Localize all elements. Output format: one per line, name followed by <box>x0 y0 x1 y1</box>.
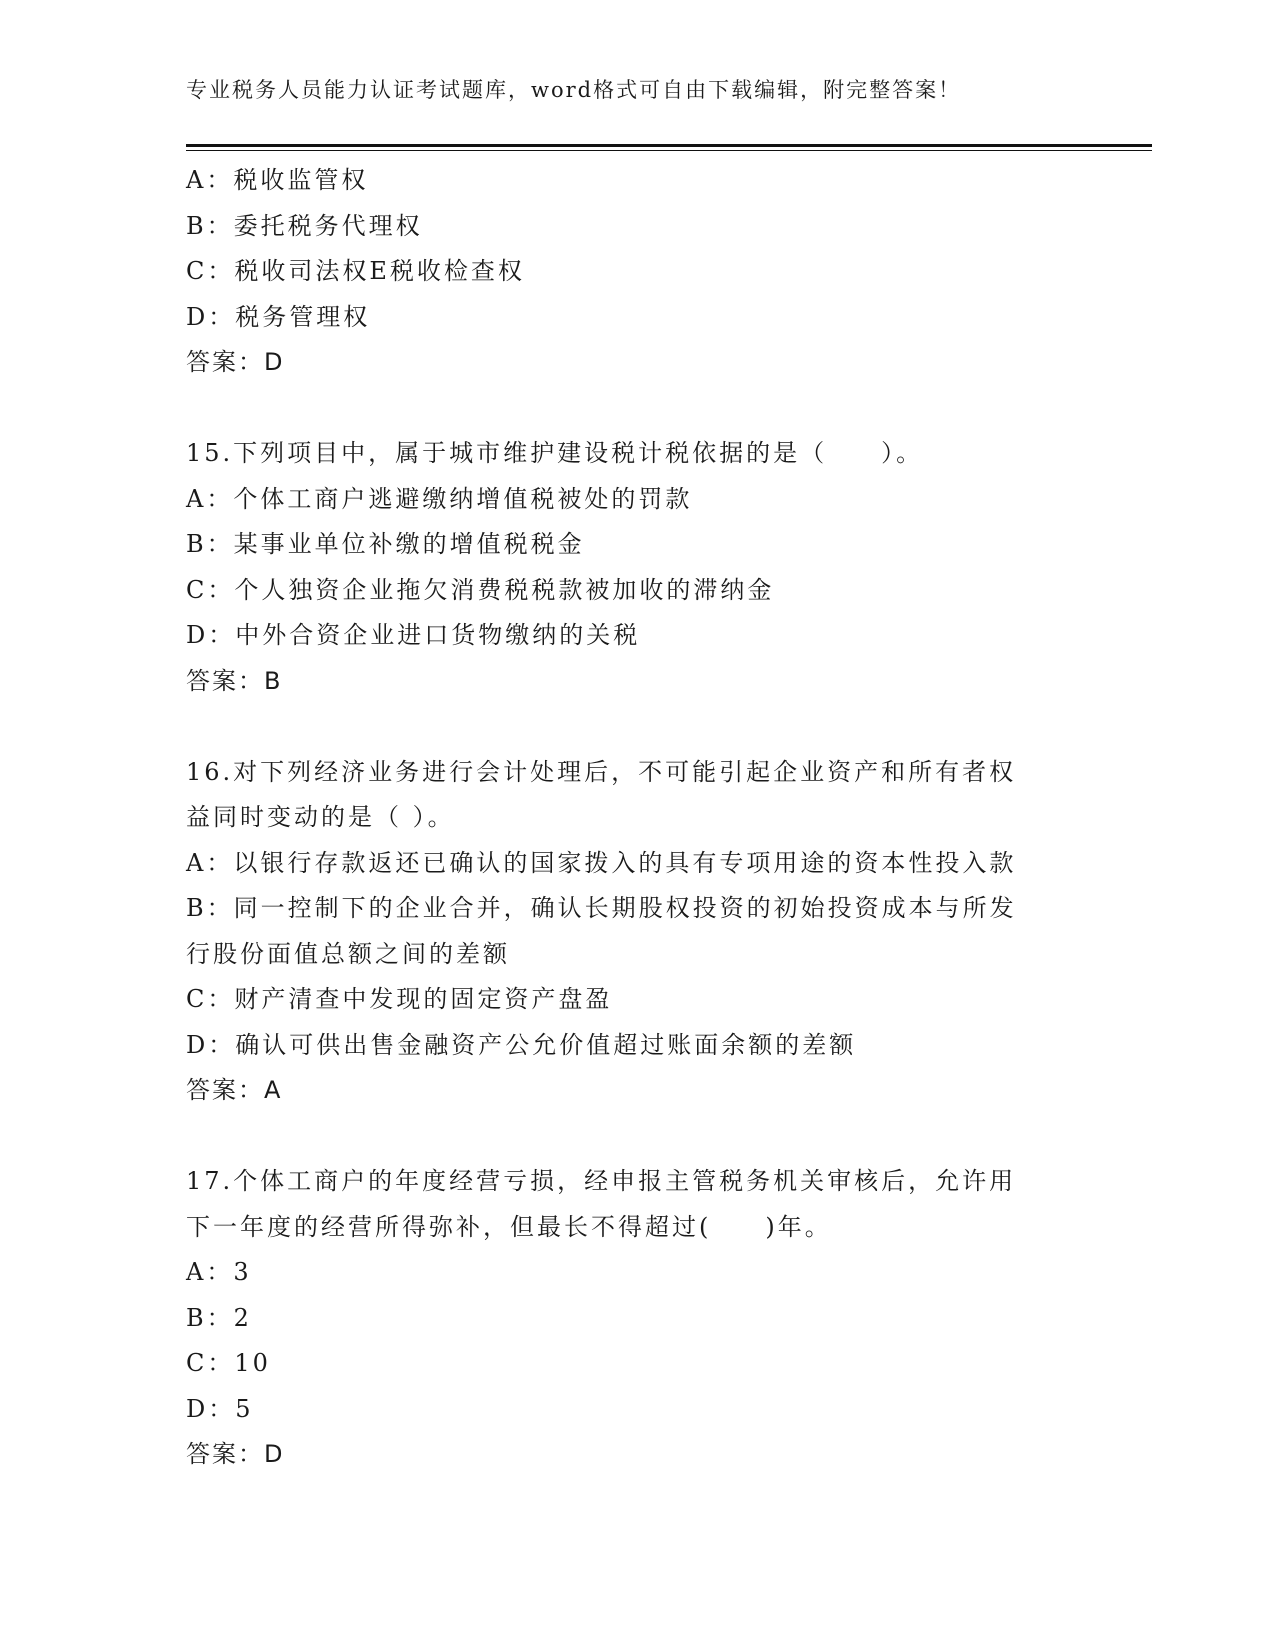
question-16 <box>186 750 1086 1114</box>
option-d: D：5 <box>186 1394 254 1423</box>
question-17 <box>186 1159 1086 1478</box>
question-text-continued: 下一年度的经营所得弥补，但最长不得超过( )年。 <box>186 1212 832 1241</box>
option-d: D：税务管理权 <box>186 302 371 331</box>
page-header: 专业税务人员能力认证考试题库，word格式可自由下载编辑，附完整答案！ <box>186 78 962 102</box>
question-text: 15.下列项目中，属于城市维护建设税计税依据的是（ ）。 <box>186 439 924 467</box>
option-a: A：个体工商户逃避缴纳增值税被处的罚款 <box>186 484 693 513</box>
answer: 答案：A <box>186 1076 283 1104</box>
question-14 <box>186 158 1086 386</box>
answer: 答案：D <box>186 348 285 376</box>
option-d: D：中外合资企业进口货物缴纳的关税 <box>186 621 641 649</box>
header-rule-thin <box>186 150 1152 151</box>
question-text: 17.个体工商户的年度经营亏损，经申报主管税务机关审核后，允许用 <box>186 1167 1017 1195</box>
question-text: 16.对下列经济业务进行会计处理后，不可能引起企业资产和所有者权 <box>186 757 1017 786</box>
answer: 答案：B <box>186 666 283 695</box>
spacer <box>186 1114 1086 1160</box>
option-c: C：税收司法权E税收检查权 <box>186 257 525 285</box>
option-a: A：3 <box>186 1258 252 1286</box>
option-b: B：委托税务代理权 <box>186 211 423 240</box>
option-b: B：某事业单位补缴的增值税税金 <box>186 530 585 558</box>
option-c: C：10 <box>186 1349 271 1377</box>
option-b-continued: 行股份面值总额之间的差额 <box>186 939 510 968</box>
spacer <box>186 386 1086 432</box>
option-c: C：个人独资企业拖欠消费税税款被加收的滞纳金 <box>186 575 775 604</box>
option-a: A：以银行存款返还已确认的国家拨入的具有专项用途的资本性投入款 <box>186 848 1017 877</box>
option-a: A：税收监管权 <box>186 166 369 194</box>
spacer <box>186 704 1086 750</box>
option-b: B：2 <box>186 1303 252 1332</box>
question-text-continued: 益同时变动的是（ ）。 <box>186 803 455 831</box>
option-d: D：确认可供出售金融资产公允价值超过账面余额的差额 <box>186 1030 857 1059</box>
answer: 答案：D <box>186 1440 285 1468</box>
header-rule-thick <box>186 144 1152 147</box>
question-content <box>186 158 1086 1478</box>
option-b: B：同一控制下的企业合并，确认长期股权投资的初始投资成本与所发 <box>186 894 1017 922</box>
question-15 <box>186 431 1086 704</box>
option-c: C：财产清查中发现的固定资产盘盈 <box>186 985 613 1013</box>
